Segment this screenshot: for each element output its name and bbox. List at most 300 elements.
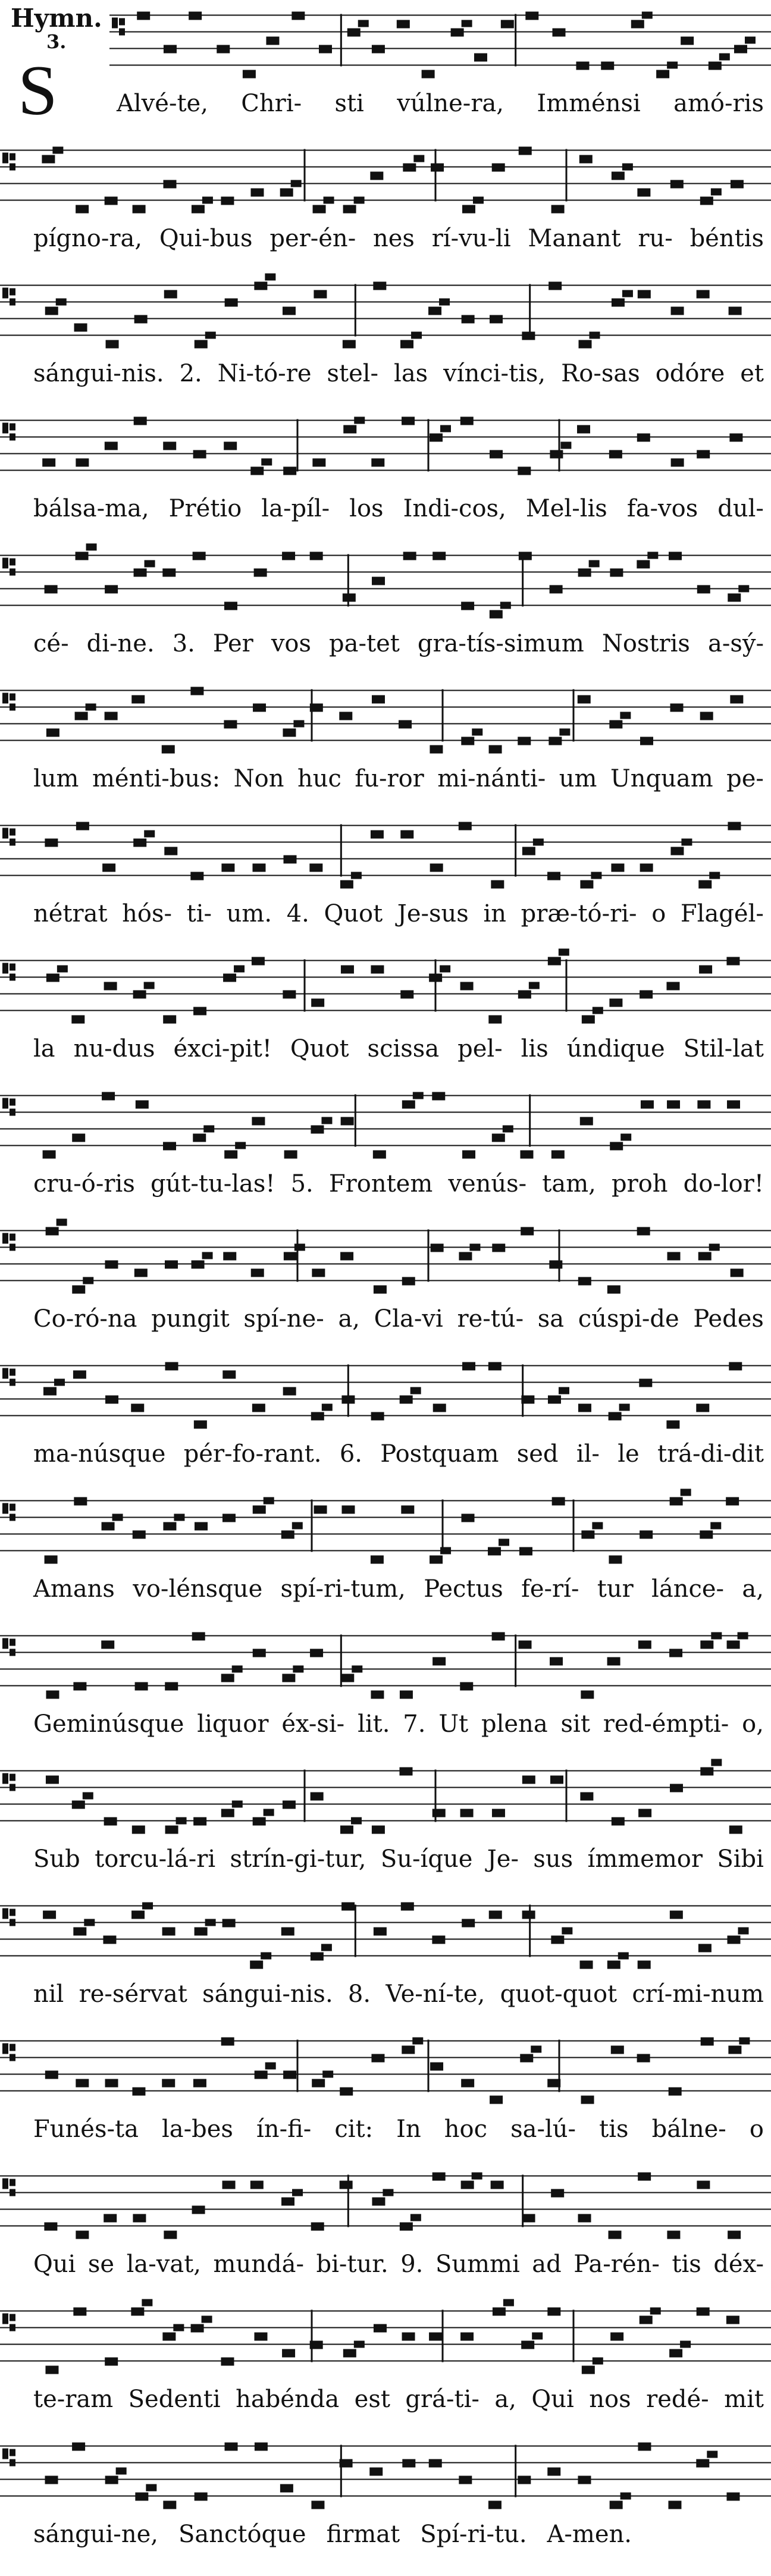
neume-note xyxy=(671,307,684,315)
neume-note xyxy=(669,1649,682,1657)
neume-note xyxy=(491,2181,504,2189)
neume-note xyxy=(581,1691,594,1699)
neume-note xyxy=(473,197,484,204)
neume-note xyxy=(162,569,175,577)
neume-note xyxy=(192,205,205,214)
neume-note xyxy=(291,180,302,187)
lyric-syllable: trá-di-dit xyxy=(657,1440,764,1468)
lyric-syllable: lit. xyxy=(358,1710,390,1738)
neume-note xyxy=(194,1421,207,1429)
neume-note xyxy=(252,1117,265,1126)
neume-note xyxy=(195,1928,208,1936)
neume-note xyxy=(46,974,59,982)
lyric-syllable: A-men. xyxy=(547,2521,632,2548)
lyric-syllable: Summi xyxy=(435,2251,520,2278)
neume-note xyxy=(73,1928,86,1936)
chant-system xyxy=(0,2431,771,2566)
neume-note xyxy=(372,577,385,585)
neume-note xyxy=(250,467,264,475)
neume-note xyxy=(235,1142,246,1149)
neume-note xyxy=(610,1142,623,1151)
neume-note xyxy=(589,560,600,568)
neume-note xyxy=(522,1776,535,1784)
neume-note xyxy=(193,1817,206,1826)
neume-note xyxy=(83,1792,93,1800)
lyric-syllable: scissa xyxy=(367,1035,440,1063)
neume-note xyxy=(430,2063,443,2071)
neume-note xyxy=(173,2324,184,2331)
neume-note xyxy=(462,1919,475,1928)
c-clef-icon xyxy=(2,2449,15,2467)
neume-note xyxy=(582,1016,595,1024)
neume-note xyxy=(697,290,710,299)
neume-note xyxy=(372,45,385,54)
staff xyxy=(0,540,771,635)
neume-note xyxy=(281,1531,294,1539)
neume-note xyxy=(264,1497,274,1505)
lyric-syllable: vo-lénsque xyxy=(133,1575,263,1603)
neume-note xyxy=(700,712,713,720)
neume-note xyxy=(522,1911,535,1919)
neume-note xyxy=(225,2443,238,2451)
lyric-syllable: te-ram xyxy=(33,2386,114,2413)
neume-note xyxy=(311,999,324,1007)
neume-note xyxy=(193,450,206,459)
c-clef-icon xyxy=(2,2314,15,2331)
neume-note xyxy=(729,434,742,442)
neume-note xyxy=(698,1944,712,1953)
neume-note xyxy=(282,1674,295,1682)
neume-note xyxy=(576,62,589,70)
c-clef-icon xyxy=(2,1638,15,1656)
neume-note xyxy=(112,1514,123,1521)
neume-note xyxy=(102,1522,115,1531)
neume-note xyxy=(202,2316,212,2323)
c-clef-icon xyxy=(2,288,15,306)
neume-note xyxy=(698,880,712,889)
neume-note xyxy=(410,1387,421,1394)
neume-note xyxy=(163,2501,176,2509)
neume-note xyxy=(551,1151,565,1159)
lyric-syllable: o xyxy=(749,2116,764,2143)
chant-system xyxy=(0,1486,771,1621)
neume-note xyxy=(667,2231,680,2239)
neume-note xyxy=(610,569,623,577)
neume-note xyxy=(489,1911,502,1919)
neume-note xyxy=(104,982,117,991)
neume-note xyxy=(701,2038,714,2046)
lyric-syllable: vúlne-ra, xyxy=(397,90,504,117)
neume-note xyxy=(492,1244,505,1252)
neume-note xyxy=(283,2071,296,2079)
lyric-syllable: sit xyxy=(560,1710,590,1738)
lyric-syllable: Sedenti xyxy=(128,2386,221,2413)
lyric-syllable: odóre xyxy=(655,360,725,387)
neume-note xyxy=(439,299,450,306)
neume-note xyxy=(667,62,678,69)
staff xyxy=(0,1350,771,1446)
neume-note xyxy=(105,1261,118,1269)
decorated-initial: S xyxy=(18,51,58,130)
neume-note xyxy=(711,1759,722,1766)
neume-note xyxy=(637,1227,650,1236)
neume-note xyxy=(518,467,531,475)
lyric-syllable: hós- xyxy=(122,900,173,927)
lyric-syllable: Stil-lat xyxy=(683,1035,764,1063)
neume-note xyxy=(319,45,332,54)
neume-note xyxy=(74,1497,87,1506)
neume-note xyxy=(631,20,644,29)
neume-note xyxy=(311,2223,324,2231)
neume-note xyxy=(284,1252,297,1261)
neume-note xyxy=(221,2358,234,2366)
neume-note xyxy=(432,2173,446,2181)
lyric-syllable: proh xyxy=(611,1170,668,1198)
lyric-syllable: bi-tur. xyxy=(316,2251,388,2278)
neume-note xyxy=(312,2079,325,2088)
neume-note xyxy=(283,307,296,315)
lyric-syllable: rí-vu-li xyxy=(431,225,511,252)
neume-note xyxy=(224,442,237,450)
neume-note xyxy=(429,2333,442,2341)
neume-note xyxy=(373,282,386,290)
neume-note xyxy=(670,847,684,855)
neume-note xyxy=(371,1412,384,1421)
neume-note xyxy=(131,695,145,704)
neume-note xyxy=(700,1768,713,1776)
neume-note xyxy=(729,1826,742,1834)
c-clef-icon xyxy=(2,1909,15,1926)
neume-note xyxy=(142,1903,153,1910)
lyric-syllable: red-émpti- xyxy=(603,1710,729,1738)
neume-note xyxy=(412,2038,423,2045)
neume-note xyxy=(709,62,722,70)
neume-note xyxy=(581,1531,594,1539)
neume-note xyxy=(354,2341,365,2348)
neume-note xyxy=(292,1522,303,1530)
neume-note xyxy=(501,20,514,29)
lyric-syllable: úndique xyxy=(566,1035,665,1063)
neume-note xyxy=(354,417,365,424)
lyric-syllable: Alvé-te, xyxy=(117,90,208,117)
neume-note xyxy=(232,1801,243,1808)
neume-note xyxy=(462,1362,475,1371)
neume-note xyxy=(371,831,384,839)
staff xyxy=(0,675,771,770)
neume-note xyxy=(607,1657,620,1666)
neume-note xyxy=(488,2501,502,2509)
neume-note xyxy=(518,737,531,745)
neume-note xyxy=(430,1556,443,1564)
neume-note xyxy=(45,2366,58,2374)
c-clef-icon xyxy=(2,1503,15,1521)
neume-note xyxy=(340,1826,353,1834)
chant-system xyxy=(0,2296,771,2431)
lyric-line xyxy=(33,1035,764,1063)
neume-note xyxy=(221,2038,234,2046)
neume-note xyxy=(641,1101,654,1109)
neume-note xyxy=(745,37,756,44)
neume-note xyxy=(667,1101,680,1109)
lyric-syllable: nu-dus xyxy=(73,1035,155,1063)
lyric-syllable: Co-ró-na xyxy=(33,1305,137,1333)
neume-note xyxy=(86,704,96,711)
neume-note xyxy=(102,1092,115,1101)
neume-note xyxy=(400,991,413,999)
neume-note xyxy=(134,569,147,577)
lyric-syllable: ti- xyxy=(186,900,212,927)
c-clef-icon xyxy=(2,153,15,171)
neume-note xyxy=(165,1826,178,1834)
neume-note xyxy=(43,1151,56,1159)
neume-note xyxy=(519,552,532,560)
neume-note xyxy=(430,434,443,442)
neume-note xyxy=(250,2181,264,2189)
neume-note xyxy=(559,949,569,956)
neume-note xyxy=(191,2324,204,2333)
neume-note xyxy=(709,1244,720,1251)
lyric-syllable: pér-fo-rant. xyxy=(183,1440,322,1468)
neume-note xyxy=(190,687,203,695)
neume-note xyxy=(738,1632,748,1640)
neume-note xyxy=(46,1691,59,1699)
lyric-syllable: Ut xyxy=(438,1710,469,1738)
neume-note xyxy=(609,1556,622,1564)
lyric-syllable: Cla-vi xyxy=(374,1305,443,1333)
neume-note xyxy=(176,1817,187,1825)
lyric-syllable: Frontem xyxy=(328,1170,433,1198)
neume-note xyxy=(640,737,653,745)
lyric-line xyxy=(33,224,764,253)
neume-note xyxy=(618,1953,629,1960)
neume-note xyxy=(283,467,296,475)
chant-system xyxy=(0,945,771,1080)
neume-note xyxy=(518,991,531,999)
lyric-syllable: est xyxy=(354,2386,390,2413)
neume-note xyxy=(102,864,115,872)
neume-note xyxy=(193,1007,206,1016)
neume-note xyxy=(638,2173,651,2181)
neume-note xyxy=(711,1632,722,1640)
neume-note xyxy=(462,205,475,214)
neume-note xyxy=(254,2333,267,2341)
lyric-syllable: sángui-ne, xyxy=(33,2521,158,2548)
neume-note xyxy=(492,1134,505,1142)
neume-note xyxy=(578,2476,591,2484)
lyric-syllable: la-bes xyxy=(161,2116,233,2143)
staff xyxy=(0,2026,771,2121)
neume-note xyxy=(593,2358,603,2365)
lyric-syllable: Ni-tó-re xyxy=(217,360,312,387)
neume-note xyxy=(339,712,352,720)
neume-note xyxy=(203,1126,214,1133)
neume-note xyxy=(343,205,356,214)
neume-note xyxy=(578,2214,591,2223)
lyric-syllable: Pa-rén- xyxy=(573,2251,660,2278)
neume-note xyxy=(145,560,155,568)
lyric-syllable: 6. xyxy=(339,1440,362,1468)
neume-note xyxy=(522,847,535,855)
neume-note xyxy=(163,442,176,450)
c-clef-icon xyxy=(2,2044,15,2061)
neume-note xyxy=(620,2493,631,2500)
neume-note xyxy=(202,1252,213,1259)
neume-note xyxy=(253,1649,266,1657)
neume-note xyxy=(668,2501,681,2509)
lyric-line xyxy=(33,629,764,658)
lyric-syllable: sa xyxy=(537,1305,565,1333)
neume-note xyxy=(493,2308,506,2316)
neume-note xyxy=(56,299,67,306)
neume-note xyxy=(670,1784,683,1792)
neume-note xyxy=(518,1641,531,1649)
lyric-syllable: redé- xyxy=(646,2386,709,2413)
neume-note xyxy=(580,880,593,889)
lyric-line xyxy=(33,2385,764,2414)
neume-note xyxy=(253,1817,266,1826)
neume-note xyxy=(671,459,684,467)
neume-note xyxy=(135,2493,148,2501)
neume-note xyxy=(193,552,206,560)
lyric-syllable: Funés-ta xyxy=(33,2116,139,2143)
neume-note xyxy=(371,459,384,467)
c-clef-icon xyxy=(2,558,15,576)
neume-note xyxy=(451,29,464,37)
neume-note xyxy=(164,2231,177,2239)
lyric-syllable: 9. xyxy=(400,2251,424,2278)
lyric-syllable: quot-quot xyxy=(500,1980,618,2008)
lyric-syllable: cru-ó-ris xyxy=(33,1170,135,1198)
neume-note xyxy=(550,1776,563,1784)
neume-note xyxy=(637,2054,650,2063)
lyric-syllable: sángui-nis. xyxy=(202,1980,333,2008)
chant-system xyxy=(0,1621,771,1756)
lyric-syllable: strín-gi-tur, xyxy=(230,1845,366,1873)
neume-note xyxy=(729,1362,742,1371)
neume-note xyxy=(533,839,544,846)
neume-note xyxy=(730,695,743,704)
neume-note xyxy=(105,585,118,594)
c-clef-icon xyxy=(2,693,15,711)
neume-note xyxy=(734,45,747,54)
neume-note xyxy=(726,2316,739,2324)
lyric-syllable: Amans xyxy=(33,1575,115,1603)
chant-system xyxy=(0,675,771,810)
neume-note xyxy=(728,594,741,602)
neume-note xyxy=(700,197,713,205)
lyric-syllable: se xyxy=(87,2251,115,2278)
lyric-line xyxy=(33,1170,764,1198)
staff xyxy=(0,135,771,230)
lyric-syllable: Chri- xyxy=(241,90,302,117)
neume-note xyxy=(371,1691,384,1699)
neume-note xyxy=(492,1632,505,1641)
neume-note xyxy=(321,1117,332,1124)
staff xyxy=(0,270,771,365)
neume-note xyxy=(134,1269,148,1277)
neume-note xyxy=(202,197,213,204)
neume-note xyxy=(669,552,682,560)
neume-note xyxy=(609,999,622,1007)
neume-note xyxy=(727,1641,740,1649)
staff xyxy=(0,1891,771,1986)
neume-note xyxy=(71,1016,84,1024)
neume-note xyxy=(401,1506,414,1514)
neume-note xyxy=(74,324,87,332)
neume-note xyxy=(189,12,202,20)
neume-note xyxy=(340,2181,353,2189)
neume-note xyxy=(310,1649,323,1657)
neume-note xyxy=(549,282,562,290)
neume-note xyxy=(670,180,684,189)
neume-note xyxy=(525,12,538,20)
neume-note xyxy=(222,2181,236,2189)
neume-note xyxy=(106,340,119,349)
neume-note xyxy=(681,37,694,45)
lyric-syllable: 3. xyxy=(172,630,195,657)
lyric-line xyxy=(33,1845,764,1873)
lyric-syllable: stel- xyxy=(327,360,379,387)
lyric-line xyxy=(33,1575,764,1603)
lyric-syllable: béntis xyxy=(689,225,764,252)
neume-note xyxy=(680,2341,691,2348)
neume-note xyxy=(519,147,532,155)
neume-note xyxy=(266,37,279,45)
neume-note xyxy=(255,2071,268,2079)
neume-note xyxy=(488,1547,501,1556)
neume-note xyxy=(551,1936,564,1944)
neume-note xyxy=(579,155,593,164)
neume-note xyxy=(728,2231,741,2239)
staff xyxy=(0,1621,771,1716)
lyric-syllable: crí-mi-num xyxy=(632,1980,764,2008)
neume-note xyxy=(460,2333,474,2341)
neume-note xyxy=(283,1801,296,1809)
neume-note xyxy=(700,1531,713,1539)
lyric-line xyxy=(33,764,764,793)
neume-note xyxy=(76,459,89,467)
neume-note xyxy=(72,1801,85,1809)
lyric-syllable: Ve-ní-te, xyxy=(386,1980,485,2008)
neume-note xyxy=(580,1117,593,1126)
lyric-syllable: fe-rí- xyxy=(521,1575,579,1603)
neume-note xyxy=(472,729,482,736)
neume-note xyxy=(461,2181,474,2189)
lyric-syllable: dul- xyxy=(717,495,764,522)
c-clef-icon xyxy=(112,18,125,36)
neume-note xyxy=(280,189,293,197)
neume-note xyxy=(221,1809,234,1817)
neume-note xyxy=(343,340,356,349)
lyric-syllable: lum xyxy=(33,765,79,792)
lyric-syllable: hoc xyxy=(444,2116,488,2143)
lyric-syllable: Postquam xyxy=(380,1440,499,1468)
lyric-line xyxy=(33,359,764,388)
neume-note xyxy=(311,1412,324,1421)
neume-note xyxy=(549,1261,562,1269)
neume-note xyxy=(311,2501,324,2509)
neume-note xyxy=(372,1826,385,1834)
lyric-syllable: Su-íque xyxy=(380,1845,473,1873)
lyric-syllable: In xyxy=(396,2116,421,2143)
lyric-syllable: huc xyxy=(297,765,341,792)
neume-note xyxy=(400,2223,413,2231)
neume-note xyxy=(131,2308,144,2316)
neume-note xyxy=(670,1497,683,1506)
neume-note xyxy=(638,290,651,299)
neume-note xyxy=(620,712,631,719)
lyric-syllable: vínci-tis, xyxy=(443,360,546,387)
